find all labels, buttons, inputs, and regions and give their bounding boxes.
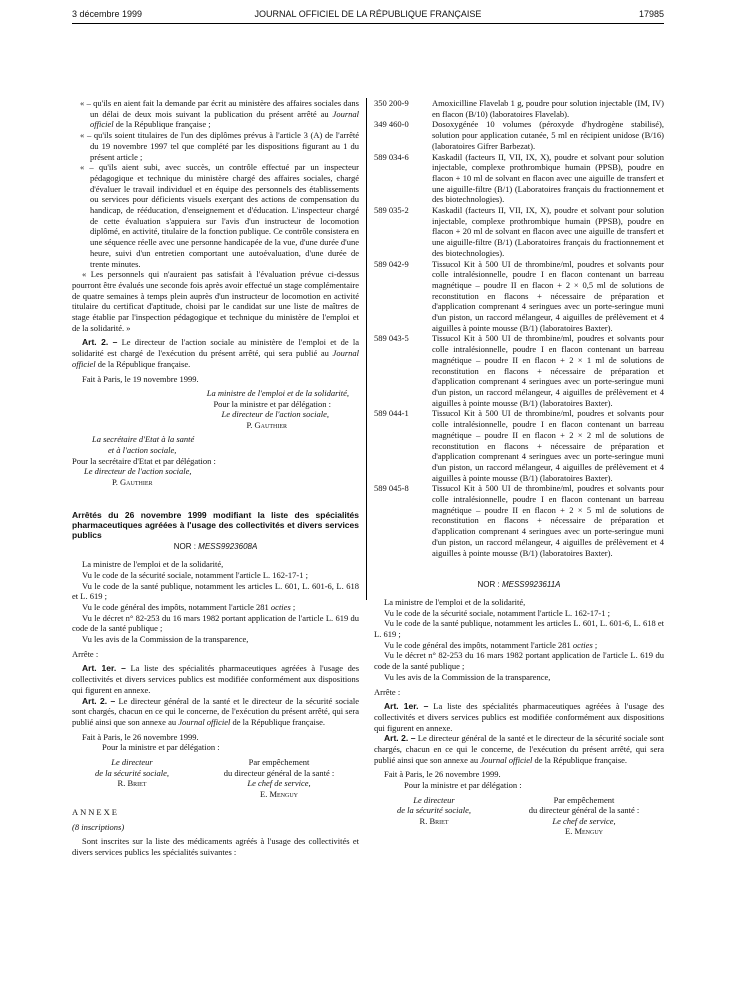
vu-line: Vu le décret n° 82-253 du 16 mars 1982 portant application de l'article L. 619 du code de la santé publique ; bbox=[374, 650, 664, 672]
vu-line: Vu le code de la sécurité sociale, notamment l'article L. 162-17-1 ; bbox=[384, 607, 610, 618]
vu-line: Vu le code de la sécurité sociale, notamment l'article L. 162-17-1 ; bbox=[82, 569, 308, 580]
medication-entry bbox=[374, 205, 664, 259]
entry-code: 350 200-9 bbox=[374, 98, 409, 108]
pour-la-ministre-2: Pour la ministre et par délégation : bbox=[404, 780, 522, 791]
column-divider bbox=[366, 98, 367, 600]
vu-line: Vu le code de la santé publique, notamment les articles L. 601, L. 601-6, L. 618 et L. 619 ; bbox=[72, 580, 359, 602]
bullet-item: « – qu'ils en aient fait la demande par écrit au ministère des affaires sociales dans un délai de deux mois suivant la publication du présent arrêté au Journal officiel de la République française ; bbox=[80, 98, 359, 130]
entry-text: Kaskadil (facteurs II, VII, IX, X), poudre et solvant pour solution injectable, complexe prothrombique humain (PPSB), poudre en flacon + 10 ml de solvant en flacon avec une aiguille de transfert et une aiguille-filtre (B/1) (Laboratoires français du fractionnement et des biotechnologies). bbox=[432, 151, 664, 205]
signature-row: Le directeur de la sécurité sociale, R. Briet Par empêchement du directeur général de la santé : Le chef de service, E. Menguy bbox=[94, 757, 335, 799]
vu-line: Vu les avis de la Commission de la transparence, bbox=[82, 634, 249, 645]
entry-text: Tissucol Kit à 500 UI de thrombine/ml, poudres et solvants pour colle intralésionnelle, poudre I en flacon contenant un barreau magnétique – poudre II en flacon + 2 × 0,5 ml de solutions de reconstitution en flacons + nécessaire de préparation et d'application comprenant 4 seringues avec un porte-seringue muni d'un piston, un raccord mélangeur, 4 aiguilles de prélèvement et 4 aiguilles à pointe mousse (B/1) (laboratoires Baxter). bbox=[432, 258, 664, 333]
header-page-number: 17985 bbox=[638, 9, 664, 19]
header-date: 3 décembre 1999 bbox=[72, 9, 143, 19]
pour-la-ministre: Pour la ministre et par délégation : bbox=[102, 742, 220, 753]
vu-line: Vu les avis de la Commission de la transparence, bbox=[384, 671, 551, 682]
article-2: Art. 2. – Le directeur de l'action sociale au ministère de l'emploi et de la solidarité est chargé de l'exécution du présent arrêté, qui sera publié au Journal officiel de la République française. bbox=[72, 337, 360, 369]
annexe-heading: ANNEXE bbox=[72, 807, 119, 818]
arrete-label-2: Arrête : bbox=[374, 686, 401, 697]
nor-reference: NOR : MESS9923608A bbox=[173, 542, 258, 552]
bullet-item: « – qu'ils aient subi, avec succès, un contrôle effectué par un inspecteur pédagogique et technique du ministère chargé des affaires sociales, chargé d'évaluer le travail individuel et en équipe des personnels des établissements ou services pour déficients visuels exerçant des actions de compensation du handicap, de rééducation, d'enseignement et d'éducation. L'inspecteur chargé de cette évaluation s'appuiera sur l'avis d'un instructeur de locomotion diplômé, en activité, titulaire de la fonction publique. Ce contrôle consistera en une séquence réelle avec une personne handicapée de la vue, d'une durée d'une heure, suivi d'un entretien comportant une autoévaluation, d'une durée de trente minutes. bbox=[80, 162, 359, 269]
vu-line: Vu le code général des impôts, notamment l'article 281 octies ; bbox=[82, 601, 296, 612]
signature-row-2: Le directeur de la sécurité sociale, R. Briet Par empêchement du directeur général de la santé : Le chef de service, E. Menguy bbox=[396, 794, 640, 837]
header-rule bbox=[72, 23, 664, 24]
paragraph-personnels: « Les personnels qui n'auraient pas satisfait à l'évaluation prévue ci-dessus pourront être évalués une seconde fois après avoir effectué un stage complémentaire de quatre semaines à temps plein auprès d'un instructeur de locomotion en activité titulaire du certificat d'aptitude, choisi par le candidat sur une liste de maîtres de stage établie par l'inspection pédagogique et technique du ministère de l'emploi et de la solidarité. » bbox=[72, 269, 359, 333]
signature-block-1: La ministre de l'emploi et de la solidarité, Pour la ministre et par délégation : Le directeur de l'action sociale, P. Gauthier bbox=[206, 388, 349, 430]
left-column bbox=[72, 98, 359, 858]
medication-entry bbox=[374, 152, 664, 206]
fait-a-paris: Fait à Paris, le 19 novembre 1999. bbox=[82, 373, 199, 384]
medication-entry bbox=[374, 483, 664, 558]
article-1: Art. 1er. – La liste des spécialités pharmaceutiques agréées à l'usage des collectivités et divers services publics est modifiée conformément aux dispositions qui figurent en annexe. bbox=[72, 663, 359, 695]
fait-a-paris-3: Fait à Paris, le 26 novembre 1999. bbox=[384, 769, 501, 780]
entry-code: 589 035-2 bbox=[374, 205, 409, 216]
nor-reference-2: NOR : MESS9923611A bbox=[477, 580, 561, 590]
arrete-label: Arrête : bbox=[72, 648, 99, 659]
entry-code: 589 044-1 bbox=[374, 408, 409, 419]
fait-a-paris-2: Fait à Paris, le 26 novembre 1999. bbox=[82, 731, 199, 742]
medication-entry bbox=[374, 98, 664, 119]
arrete-title: Arrêtés du 26 novembre 1999 modifiant la liste des spécialités pharmaceutiques agréées à l'usage des collectivités et divers services publics bbox=[72, 509, 359, 541]
entry-code: 589 042-9 bbox=[374, 258, 409, 269]
entry-code: 349 460-0 bbox=[374, 119, 409, 130]
entry-text: Kaskadil (facteurs II, VII, IX, X), poudre et solvant pour solution injectable, complexe prothrombique humain (PPSB), poudre en flacon + 20 ml de solvant en flacon avec une aiguille de transfert et une aiguille-filtre (B/1) (Laboratoires français du fractionnement et des biotechnologies). bbox=[432, 205, 664, 258]
article-1-2: Art. 1er. – La liste des spécialités pharmaceutiques agréées à l'usage des collectivités et divers services publics est modifiée conformément aux dispositions qui figurent en annexe. bbox=[374, 701, 664, 733]
annexe-intro: Sont inscrites sur la liste des médicaments agréés à l'usage des collectivités et divers services publics les spécialités suivantes : bbox=[72, 836, 359, 858]
vu-line: Vu le code général des impôts, notamment l'article 281 octies ; bbox=[384, 639, 598, 650]
medication-entry bbox=[374, 408, 664, 483]
right-column bbox=[374, 98, 664, 837]
entry-text: Tissucol Kit à 500 UI de thrombine/ml, poudres et solvants pour colle intralésionnelle, poudre I en flacon contenant un barreau magnétique – poudre II en flacon + 2 × 1 ml de solutions de reconstitution en flacons + nécessaire de préparation et d'application comprenant 4 seringues avec un porte-seringue muni d'un piston, un raccord mélangeur, 4 aiguilles de prélèvement et 4 aiguilles à pointe mousse (B/1) (laboratoires Baxter). bbox=[432, 333, 664, 408]
entry-text: Amoxicilline Flavelab 1 g, poudre pour solution injectable (IM, IV) en flacon (B/10) (laboratoires Flavelab). bbox=[432, 98, 664, 119]
medication-entry bbox=[374, 119, 664, 151]
medication-entry bbox=[374, 333, 664, 408]
inscriptions-count: (8 inscriptions) bbox=[72, 821, 125, 832]
entry-code: 589 043-5 bbox=[374, 333, 409, 344]
vu-line: Vu le code de la santé publique, notamment les articles L. 601, L. 601-6, L. 618 et L. 619 ; bbox=[374, 618, 664, 640]
medication-entry bbox=[374, 259, 664, 334]
entry-code: 589 045-8 bbox=[374, 483, 409, 494]
ministre-line: La ministre de l'emploi et de la solidarité, bbox=[82, 559, 224, 570]
vu-line: Vu le décret n° 82-253 du 16 mars 1982 portant application de l'article L. 619 du code de la santé publique ; bbox=[72, 612, 359, 634]
entry-code: 589 034-6 bbox=[374, 151, 409, 162]
signature-block-2: La secrétaire d'Etat à la santé et à l'action sociale, Pour la secrétaire d'Etat et par délégation : Le directeur de l'action sociale, P. Gauthier bbox=[72, 434, 216, 488]
medication-list bbox=[374, 98, 664, 558]
entry-text: Dosoxygénée 10 volumes (péroxyde d'hydrogène stabilisé), solution pour application cutanée, 5 ml en récipient unidose (B/16) (laboratoires Gifrer Barbezat). bbox=[432, 119, 664, 151]
entry-text: Tissucol Kit à 500 UI de thrombine/ml, poudres et solvants pour colle intralésionnelle, poudre I en flacon contenant un barreau magnétique – poudre II en flacon + 2 × 5 ml de solutions de reconstitution en flacons + nécessaire de préparation et d'application comprenant 4 seringues avec un porte-seringue muni d'un piston, un raccord mélangeur, 4 aiguilles de prélèvement et 4 aiguilles à pointe mousse (B/1) (laboratoires Baxter). bbox=[432, 483, 664, 558]
page-header bbox=[72, 9, 664, 23]
article-2-2: Art. 2. – Le directeur général de la santé et le directeur de la sécurité sociale sont chargés, chacun en ce qui le concerne, de l'exécution du présent arrêté, qui sera publié ainsi que son annexe au Journal officiel de la République française. bbox=[374, 733, 664, 765]
entry-text: Tissucol Kit à 500 UI de thrombine/ml, poudres et solvants pour colle intralésionnelle, poudre I en flacon contenant un barreau magnétique – poudre II en flacon + 2 × 2 ml de solutions de reconstitution en flacons + nécessaire de préparation et d'application comprenant 4 seringues avec un porte-seringue muni d'un piston, un raccord mélangeur, 4 aiguilles de prélèvement et 4 aiguilles à pointe mousse (B/1) (laboratoires Baxter). bbox=[432, 408, 664, 483]
article-2b: Art. 2. – Le directeur général de la santé et le directeur de la sécurité sociale sont chargés, chacun en ce qui le concerne, de l'exécution du présent arrêté, qui sera publié ainsi que son annexe au Journal officiel de la République française. bbox=[72, 695, 359, 727]
header-journal-title: JOURNAL OFFICIEL DE LA RÉPUBLIQUE FRANÇAISE bbox=[254, 9, 482, 19]
bullet-item: « – qu'ils soient titulaires de l'un des diplômes prévus à l'article 3 (A) de l'arrêté du 19 novembre 1997 tel que complété par les dispositions figurant au 1 du présent article ; bbox=[80, 130, 359, 162]
ministre-line: La ministre de l'emploi et de la solidarité, bbox=[384, 596, 526, 607]
